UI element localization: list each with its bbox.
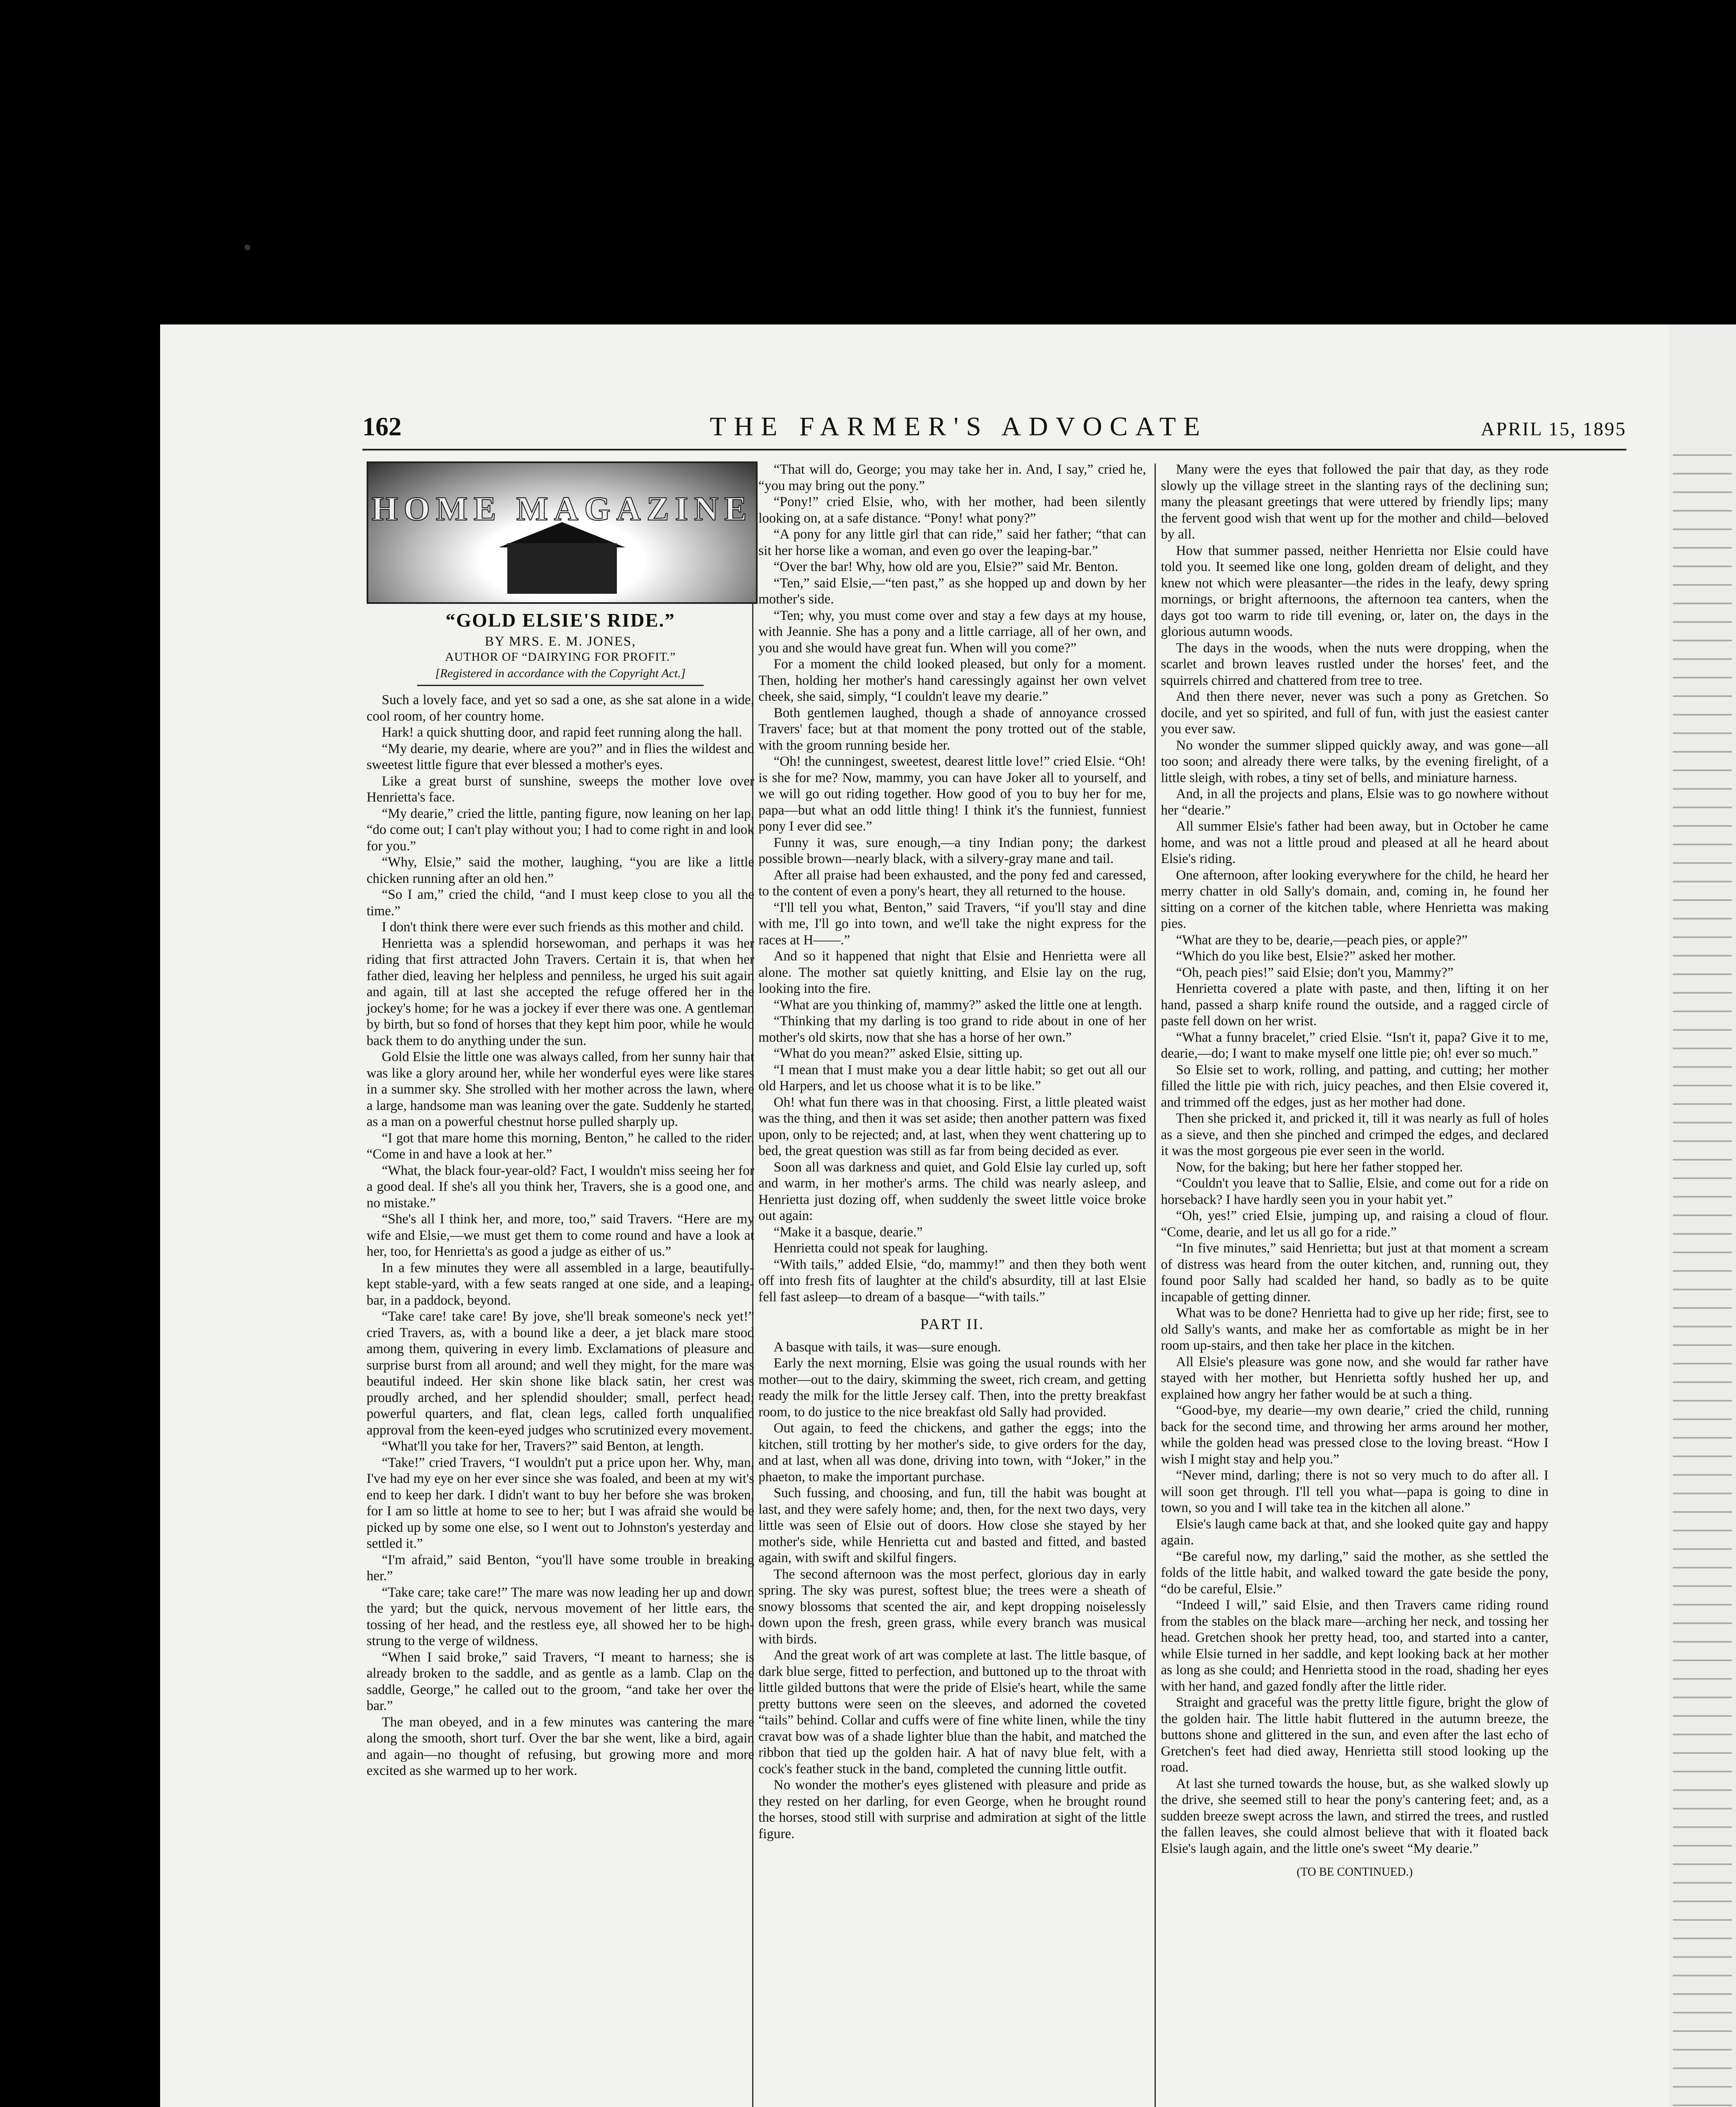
paragraph: Like a great burst of sunshine, sweeps the mother love over Henrietta's face.: [367, 773, 754, 805]
paragraph: “What are they to be, dearie,—peach pies, or apple?”: [1176, 932, 1468, 948]
paragraph: I don't think there were ever such friends as this mother and child.: [382, 919, 744, 935]
paragraph: “Never mind, darling; there is not so very much to do after all. I will soon get through. I'll tell you what—papa is going to dine in town, so you and I will take tea in the kitchen all alone.”: [1161, 1468, 1548, 1515]
paragraph: Hark! a quick shutting door, and rapid feet running along the hall.: [382, 725, 742, 740]
paragraph: Such a lovely face, and yet so sad a one, as she sat alone in a wide, cool room, of her country home.: [367, 692, 754, 724]
paragraph: “My dearie,” cried the little, panting figure, now leaning on her lap, “do come out; I can't play without you; I had to come right in and look for you.”: [367, 806, 754, 854]
paragraph: “Take care! take care! By jove, she'll break someone's neck yet!” cried Travers, as, with a bound like a deer, a jet black mare stood among them, quivering in every limb. Exclamations of pleasure and surprise burst from all around; and well they might, for the mare was beautiful indeed. Her skin shone like black satin, her crest was proudly arched, and her splendid shoulder; small, perfect head; powerful quarters, and flat, clean legs, called forth unqualified approval from the keen-eyed judges who scrutinized every movement.: [367, 1309, 754, 1438]
paragraph: “My dearie, my dearie, where are you?” and in flies the wildest and sweetest little figure that ever blessed a mother's eyes.: [367, 741, 754, 772]
paragraph: Henrietta was a splendid horsewoman, and perhaps it was her riding that first attracted John Travers. Certain it is, that when her father died, leaving her helpless and penniless, he urged his suit again and again, till at last she accepted the refuge offered her in the jockey's home; for he was a jockey if ever there was one. A gentleman by birth, but so fond of horses that they kept him poor, while he would back them to do anything under the sun.: [367, 936, 754, 1048]
paragraph: So Elsie set to work, rolling, and patting, and cutting; her mother filled the little pie with rich, juicy peaches, and then Elsie covered it, and trimmed off the edges, just as her mother had done.: [1161, 1062, 1548, 1110]
paragraph: Such fussing, and choosing, and fun, till the habit was bought at last, and they were safely home; and, then, for the next two days, very little was seen of Elsie out of doors. How close she stayed by her mother's side, while Henrietta cut and basted and fitted, and basted again, with swift and skilful fingers.: [758, 1485, 1146, 1566]
paragraph: Henrietta covered a plate with paste, and then, lifting it on her hand, passed a sharp knife round the outside, and a ragged circle of paste fell down on her wrist.: [1161, 981, 1548, 1029]
paragraph: “What'll you take for her, Travers?” said Benton, at length.: [382, 1439, 704, 1454]
column-1-text: [367, 692, 754, 1779]
column-3-text: [1161, 461, 1548, 1857]
paragraph: “That will do, George; you may take her in. And, I say,” cried he, “you may bring out the pony.”: [758, 462, 1146, 493]
paragraph: “Thinking that my darling is too grand to ride about in one of her mother's old skirts, now that she has a horse of her own.”: [758, 1013, 1146, 1045]
paragraph: In a few minutes they were all assembled in a large, beautifully-kept stable-yard, with a few seats ranged at one side, and a leaping-bar, in a paddock, beyond.: [367, 1260, 754, 1308]
paragraph: And so it happened that night that Elsie and Henrietta were all alone. The mother sat quietly knitting, and Elsie lay on the rug, looking into the fire.: [758, 949, 1146, 996]
paragraph: “Over the bar! Why, how old are you, Elsie?” said Mr. Benton.: [774, 559, 1118, 574]
paragraph: Henrietta could not speak for laughing.: [774, 1241, 989, 1256]
paragraph: Funny it was, sure enough,—a tiny Indian pony; the darkest possible brown—nearly black, with a silvery-gray mane and tail.: [758, 835, 1146, 866]
paragraph: “Good-bye, my dearie—my own dearie,” cried the child, running back for the second time, and throwing her arms around her mother, while the golden head was pressed close to the loving breast. “How I wish I might stay and help you.”: [1161, 1403, 1548, 1467]
paragraph: For a moment the child looked pleased, but only for a moment. Then, holding her mother's hand caressingly against her own velvet cheek, she said, simply, “I couldn't leave my dearie.”: [758, 657, 1146, 704]
paragraph: “Couldn't you leave that to Sallie, Elsie, and come out for a ride on horseback? I have hardly seen you in your habit yet.”: [1161, 1176, 1548, 1207]
paragraph: A basque with tails, it was—sure enough.: [774, 1339, 1001, 1355]
paragraph: “Why, Elsie,” said the mother, laughing, “you are like a little chicken running after an old hen.”: [367, 855, 754, 886]
paragraph: All summer Elsie's father had been away, but in October he came home, and was not a little proud and pleased at all he heard about Elsie's riding.: [1161, 819, 1548, 866]
part-heading: PART II.: [920, 1316, 984, 1332]
column-2-text: [758, 461, 1146, 1305]
story-title: “GOLD ELSIE'S RIDE.”: [445, 609, 675, 631]
paragraph: Elsie's laugh came back at that, and she looked quite gay and happy again.: [1161, 1516, 1548, 1548]
paragraph: How that summer passed, neither Henrietta nor Elsie could have told you. It seemed like one long, golden dream of delight, and they knew not which were pleasanter—the rides in the leafy, dewy spring mornings, or bright afternoons, the afternoon tea canters, when the days got too warm to ride till evening, or, later on, the days in the glorious autumn woods.: [1161, 543, 1548, 639]
divider: [417, 685, 704, 686]
paragraph: One afternoon, after looking everywhere for the child, he heard her merry chatter in old Sally's domain, and, coming in, he found her sitting on a corner of the kitchen table, where Henrietta was making pies.: [1161, 867, 1548, 931]
masthead: THE FARMER'S ADVOCATE: [710, 411, 1208, 441]
paragraph: “Oh, yes!” cried Elsie, jumping up, and raising a cloud of flour. “Come, dearie, and let us all go for a ride.”: [1161, 1208, 1548, 1240]
paragraph: “I'll tell you what, Benton,” said Travers, “if you'll stay and dine with me, I'll go into town, and we'll take the night express for the races at H——.”: [758, 900, 1146, 948]
paragraph: What was to be done? Henrietta had to give up her ride; first, see to old Sally's wants, and make her as comfortable as might be in her room up-stairs, and then take her place in the kitchen.: [1161, 1305, 1548, 1353]
home-magazine-banner: [367, 461, 758, 604]
paragraph: The second afternoon was the most perfect, glorious day in early spring. The sky was purest, softest blue; the trees were a sheath of snowy blossoms that scented the air, and kept dropping noiselessly down upon the fresh, green grass, while every branch was musical with birds.: [758, 1566, 1146, 1647]
column-3: [1161, 461, 1548, 1881]
paragraph: And the great work of art was complete at last. The little basque, of dark blue serge, fitted to perfection, and buttoned up to the throat with little gilded buttons that were the pride of Elsie's heart, while the same pretty buttons were seen on the sleeves, and adorned the coveted “tails” behind. Collar and cuffs were of fine white linen, while the tiny cravat bow was of a shade lighter blue than the habit, and matched the ribbon that tied up the golden hair. A hat of navy blue felt, with a cock's feather stuck in the band, completed the cunning little outfit.: [758, 1648, 1146, 1777]
paragraph: “Take care; take care!” The mare was now leading her up and down the yard; but the quick, nervous movement of her little ears, the tossing of her head, and the restless eye, all showed her to be high-strung to the verge of wildness.: [367, 1584, 754, 1649]
paragraph: “Ten,” said Elsie,—“ten past,” as she hopped up and down by her mother's side.: [758, 575, 1146, 607]
issue-date: APRIL 15, 1895: [1481, 418, 1626, 440]
paragraph: “Oh! the cunningest, sweetest, dearest little love!” cried Elsie. “Oh! is she for me? Now, mammy, you can have Joker all to yourself, and we will go out riding together. How good of you to buy her for me, papa—but what an odd little thing! I think it's the funniest, funniest pony I ever did see.”: [758, 754, 1146, 834]
paragraph: “I got that mare home this morning, Benton,” he called to the rider. “Come in and have a look at her.”: [367, 1130, 754, 1162]
paragraph: Out again, to feed the chickens, and gather the eggs; into the kitchen, still trotting by her mother's side, to give orders for the day, and at last, when all was done, driving into town, with “Joker,” in the phaeton, to make the important purchase.: [758, 1421, 1146, 1485]
page-header: [362, 411, 1626, 449]
author-note: AUTHOR OF “DAIRYING FOR PROFIT.”: [445, 650, 676, 664]
paragraph: “Pony!” cried Elsie, who, with her mother, had been silently looking on, at a safe distance. “Pony! what pony?”: [758, 494, 1146, 526]
paragraph: “Which do you like best, Elsie?” asked her mother.: [1176, 949, 1456, 964]
paragraph: “With tails,” added Elsie, “do, mammy!” and then they both went off into fresh fits of laughter at the child's absurdity, till at last Elsie fell fast asleep—to dream of a basque—“with tails.”: [758, 1257, 1146, 1305]
paragraph: No wonder the mother's eyes glistened with pleasure and pride as they rested on her darling, for even George, when he brought round the horses, stood still with surprise and admiration at sight of the little figure.: [758, 1777, 1146, 1842]
column-rule: [1155, 464, 1156, 2107]
column-2-part-2-text: [758, 1339, 1146, 1842]
paragraph: “What a funny bracelet,” cried Elsie. “Isn't it, papa? Give it to me, dearie,—do; I want to make myself one little pie; oh! ever so much.”: [1161, 1029, 1548, 1061]
continued-note: (TO BE CONTINUED.): [1297, 1866, 1413, 1879]
paragraph: And then there never, never was such a pony as Gretchen. So docile, and yet so spirited, and full of fun, with just the easiest canter you ever saw.: [1161, 689, 1548, 737]
paragraph: “What are you thinking of, mammy?” asked the little one at length.: [774, 997, 1142, 1013]
paragraph: “I mean that I must make you a dear little habit; so get out all our old Harpers, and let us choose what it is to be like.”: [758, 1062, 1146, 1094]
paragraph: “So I am,” cried the child, “and I must keep close to you all the time.”: [367, 887, 754, 919]
paragraph: “Make it a basque, dearie.”: [774, 1224, 923, 1240]
paragraph: “In five minutes,” said Henrietta; but just at that moment a scream of distress was heard from the outer kitchen, and, running out, they found poor Sally had scalded her hand, so badly as to be quite incapable of getting dinner.: [1161, 1241, 1548, 1305]
paragraph: “A pony for any little girl that can ride,” said her father; “that can sit her horse like a woman, and even go over the leaping-bar.”: [758, 527, 1146, 558]
paragraph: “What do you mean?” asked Elsie, sitting up.: [774, 1046, 1023, 1061]
paragraph: “Indeed I will,” said Elsie, and then Travers came riding round from the stables on the black mare—arching her neck, and tossing her head. Gretchen shook her pretty head, too, and started into a canter, while Elsie turned in her saddle, and kept looking back at her mother as long as she could; and Henrietta stood in the road, shading her eyes with her hand, and gazed fondly after the little rider.: [1161, 1598, 1548, 1694]
paragraph: And, in all the projects and plans, Elsie was to go nowhere without her “dearie.”: [1161, 786, 1548, 818]
paragraph: “She's all I think her, and more, too,” said Travers. “Here are my wife and Elsie,—we must get them to come round and have a look at her, too, for Henrietta's as good a judge as either of us.”: [367, 1212, 754, 1259]
paragraph: Both gentlemen laughed, though a shade of annoyance crossed Travers' face; but at that moment the pony trotted out of the stable, with the groom running beside her.: [758, 705, 1146, 753]
column-1: [367, 461, 754, 1779]
paragraph: “Be careful now, my darling,” said the mother, as she settled the folds of the little habit, and walked toward the gate beside the pony, “do be careful, Elsie.”: [1161, 1549, 1548, 1597]
page-number: 162: [362, 413, 402, 441]
paragraph: “I'm afraid,” said Benton, “you'll have some trouble in breaking her.”: [367, 1552, 754, 1584]
paragraph: “When I said broke,” said Travers, “I meant to harness; she is already broken to the saddle, and as gentle as a lamb. Clap on the saddle, George,” he called out to the groom, “and take her over the bar.”: [367, 1649, 754, 1713]
paragraph: Straight and graceful was the pretty little figure, bright the glow of the golden hair. The little habit fluttered in the autumn breeze, the buttons shone and glittered in the sun, and even after the last echo of Gretchen's feet had died away, Henrietta still stood looking up the road.: [1161, 1695, 1548, 1775]
paragraph: “Take!” cried Travers, “I wouldn't put a price upon her. Why, man, I've had my eye on her ever since she was foaled, and been at my wit's end to keep her dark. I didn't want to buy her before she was broken, for I am so little at home to see to her; but I was afraid she would be picked up by some one else, so I went out to Johnston's yesterday and settled it.”: [367, 1455, 754, 1551]
copyright-note: [Registered in accordance with the Copyright Act.]: [435, 666, 686, 680]
facing-page-edge: [1669, 324, 1736, 2107]
paragraph: No wonder the summer slipped quickly away, and was gone—all too soon; and already there were talks, by the evening firelight, of a little sleigh, with robes, a tiny set of bells, and miniature harness.: [1161, 737, 1548, 785]
speck: [244, 244, 250, 250]
paragraph: The days in the woods, when the nuts were dropping, when the scarlet and brown leaves rustled under the horses' feet, and the squirrels chirred and chattered from tree to tree.: [1161, 640, 1548, 688]
paragraph: “Ten; why, you must come over and stay a few days at my house, with Jeannie. She has a pony and a little carriage, all of her own, and you and she would have great fun. When will you come?”: [758, 608, 1146, 656]
paragraph: Many were the eyes that followed the pair that day, as they rode slowly up the village street in the slanting rays of the declining sun; many the pleasant greetings that were uttered by friendly lips; many the fervent good wish that went up for the mother and child—beloved by all.: [1161, 462, 1548, 542]
paragraph: “Oh, peach pies!” said Elsie; don't you, Mammy?”: [1176, 965, 1454, 980]
paragraph: “What, the black four-year-old? Fact, I wouldn't miss seeing her for a good deal. If she's all you think her, Travers, she is a good one, and no mistake.”: [367, 1163, 754, 1211]
paragraph: At last she turned towards the house, but, as she walked slowly up the drive, she seemed still to hear the pony's cantering feet; and, as a sudden breeze swept across the lawn, and stirred the trees, and rustled the fallen leaves, she could almost believe that with it floated back Elsie's laugh again, and the little one's sweet “My dearie.”: [1161, 1776, 1548, 1856]
header-rule: [362, 449, 1626, 450]
paragraph: All Elsie's pleasure was gone now, and she would far rather have stayed with her mother, but Henrietta softly hushed her up, and explained how angry her father would be at such a thing.: [1161, 1354, 1548, 1402]
paragraph: Then she pricked it, and pricked it, till it was nearly as full of holes as a sieve, and then she pinched and crimped the edges, and declared it was the most gorgeous pie ever seen in the world.: [1161, 1111, 1548, 1158]
byline: BY MRS. E. M. JONES,: [485, 633, 636, 649]
paragraph: Early the next morning, Elsie was going the usual rounds with her mother—out to the dairy, skimming the sweet, rich cream, and getting ready the milk for the little Jersey calf. Then, into the pretty breakfast room, to do justice to the nice breakfast old Sally had provided.: [758, 1356, 1146, 1420]
facing-page-text: [1673, 442, 1732, 2107]
paragraph: Oh! what fun there was in that choosing. First, a little pleated waist was the thing, and then it was set aside; then another pattern was fixed upon, only to be rejected; and, at last, when they went chattering up to bed, the great question was still as far from being decided as ever.: [758, 1094, 1146, 1158]
paragraph: Gold Elsie the little one was always called, from her sunny hair that was like a glory around her, while her wonderful eyes were like stares in a summer sky. She strolled with her mother across the lawn, where a large, handsome man was leaning over the gate. Suddenly he started, as a man on a powerful chestnut horse pulled sharply up.: [367, 1049, 754, 1129]
banner-text: HOME MAGAZINE: [371, 491, 753, 528]
house-illustration: [507, 543, 617, 594]
paragraph: Soon all was darkness and quiet, and Gold Elsie lay curled up, soft and warm, in her mother's arms. The child was nearly asleep, and Henrietta just dozing off, when suddenly the sweet little voice broke out again:: [758, 1159, 1146, 1223]
paragraph: After all praise had been exhausted, and the pony fed and caressed, to the content of even a pony's heart, they all returned to the house.: [758, 867, 1146, 899]
paragraph: Now, for the baking; but here her father stopped her.: [1176, 1159, 1463, 1175]
column-2: [758, 461, 1146, 1842]
paragraph: The man obeyed, and in a few minutes was cantering the mare along the smooth, short turf. Over the bar she went, like a bird, again and again—no thought of refusing, but growing more and more excited as she warmed up to her work.: [367, 1714, 754, 1778]
